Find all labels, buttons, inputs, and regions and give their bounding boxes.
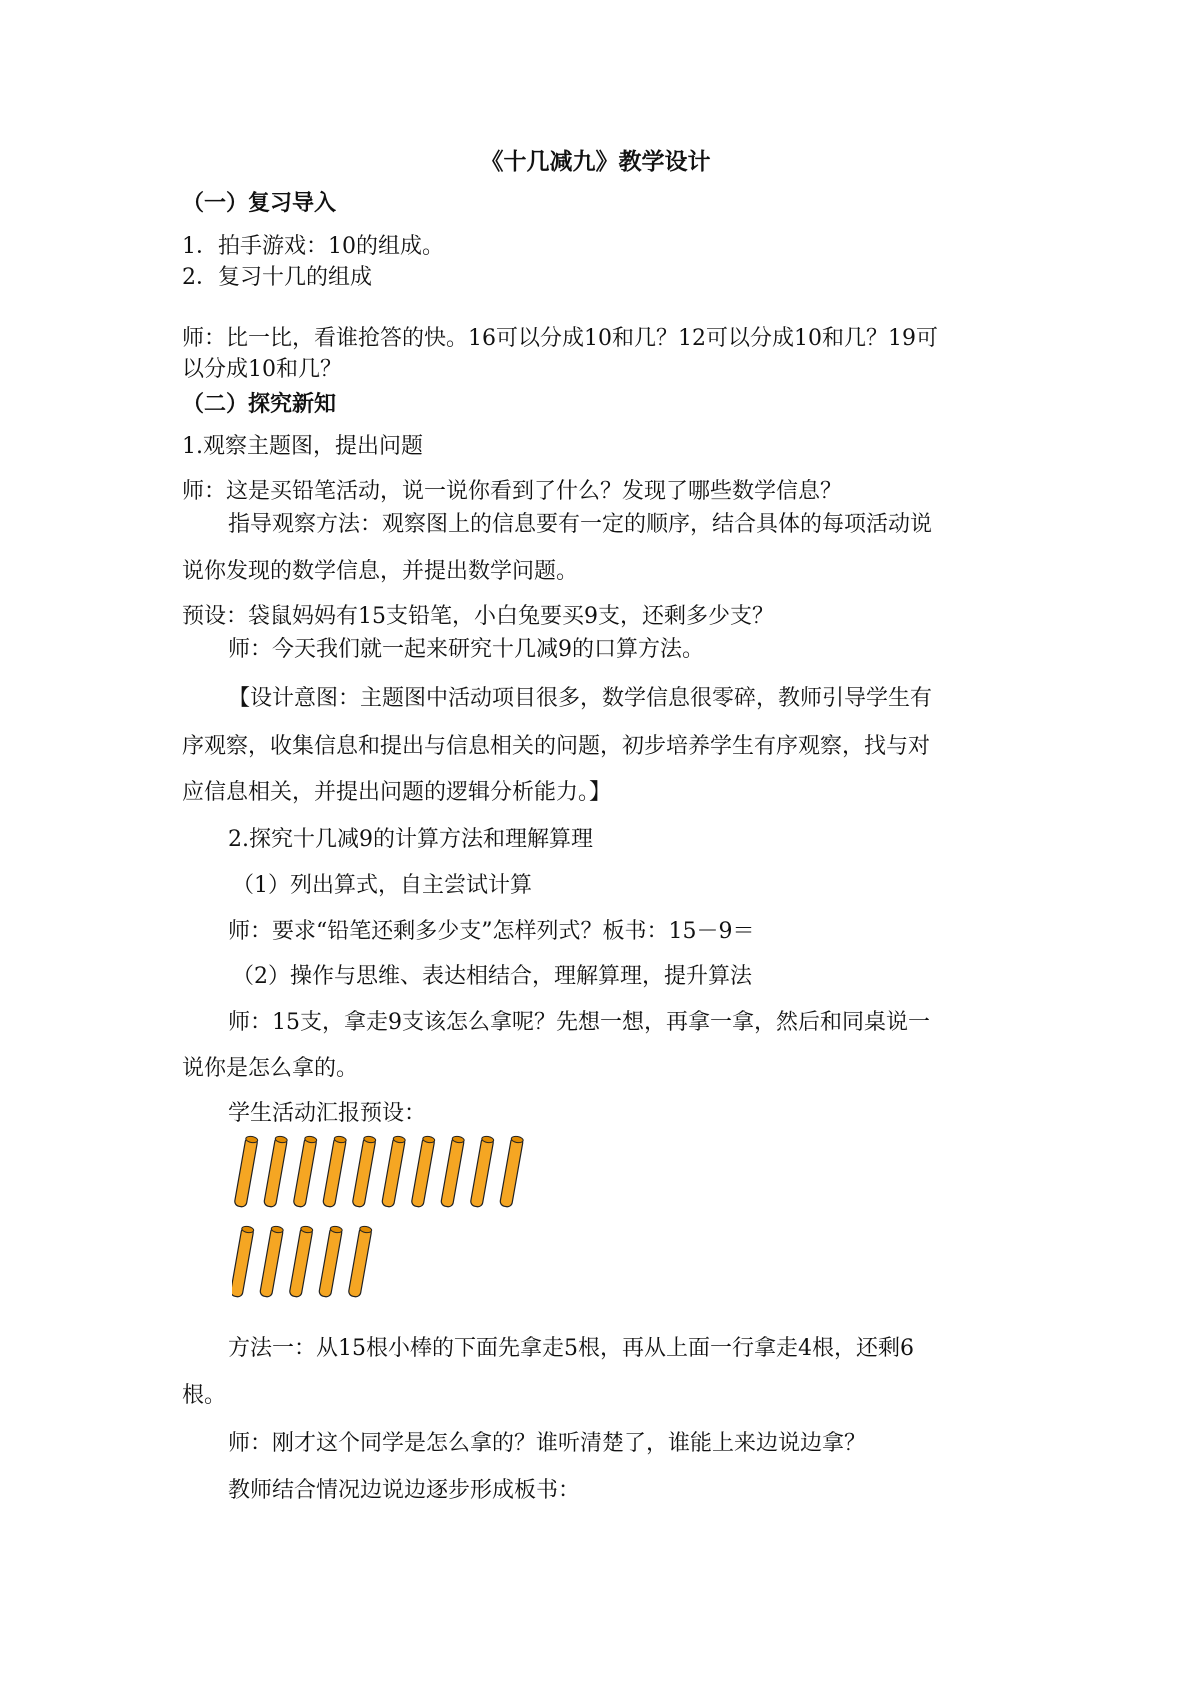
- s2-today-line: 师：今天我们就一起来研究十几减9的口算方法。: [228, 637, 704, 662]
- s2-item-2: 2.探究十几减9的计算方法和理解算理: [228, 827, 593, 852]
- counting-stick: [470, 1136, 494, 1208]
- s1-teacher-line-1: 师：比一比，看谁抢答的快。16可以分成10和几？12可以分成10和几？19可: [182, 326, 938, 351]
- s2-guide-line-1: 指导观察方法：观察图上的信息要有一定的顺序，结合具体的每项活动说: [228, 512, 933, 537]
- s2-preset-line: 预设：袋鼠妈妈有15支铅笔，小白兔要买9支，还剩多少支？: [182, 604, 774, 629]
- s2-who-line: 师：刚才这个同学是怎么拿的？谁听清楚了，谁能上来边说边拿？: [228, 1431, 867, 1456]
- s1-item-1: 1．拍手游戏：10的组成。: [182, 234, 444, 259]
- s2-sub-1: （1）列出算式，自主尝试计算: [232, 873, 532, 898]
- counting-stick: [293, 1136, 317, 1208]
- section-1-heading: （一）复习导入: [182, 190, 337, 216]
- counting-stick: [289, 1226, 313, 1298]
- counting-stick: [264, 1136, 288, 1208]
- s1-teacher-line-2: 以分成10和几？: [182, 357, 342, 382]
- document-title: 《十几减九》教学设计: [480, 148, 711, 175]
- counting-stick: [319, 1226, 343, 1298]
- s2-ask-line: 师：要求“铅笔还剩多少支”怎样列式？板书：15－9＝: [228, 919, 755, 944]
- counting-stick: [348, 1226, 372, 1298]
- counting-stick: [260, 1226, 284, 1298]
- counting-sticks-figure: [232, 1128, 552, 1304]
- s2-take-line-1: 师：15支，拿走9支该怎么拿呢？先想一想，再拿一拿，然后和同桌说一: [228, 1010, 930, 1035]
- counting-stick: [323, 1136, 347, 1208]
- s1-item-2: 2．复习十几的组成: [182, 265, 372, 290]
- s2-take-line-2: 说你是怎么拿的。: [182, 1056, 359, 1081]
- counting-stick: [411, 1136, 435, 1208]
- section-2-heading: （二）探究新知: [182, 391, 337, 417]
- s2-item-1: 1.观察主题图，提出问题: [182, 434, 423, 459]
- counting-stick: [441, 1136, 465, 1208]
- s2-report-line: 学生活动汇报预设：: [228, 1101, 427, 1126]
- s2-teacher-line: 师：这是买铅笔活动，说一说你看到了什么？发现了哪些数学信息？: [182, 479, 843, 504]
- method-1-line-2: 根。: [182, 1383, 227, 1408]
- counting-stick: [352, 1136, 376, 1208]
- counting-stick: [382, 1136, 406, 1208]
- s2-intent-line-3: 应信息相关，并提出问题的逻辑分析能力。】: [182, 780, 612, 805]
- method-1-line-1: 方法一：从15根小棒的下面先拿走5根，再从上面一行拿走4根，还剩6: [228, 1336, 914, 1361]
- counting-stick: [232, 1226, 254, 1298]
- s2-intent-line-1: 【设计意图：主题图中活动项目很多，数学信息很零碎，教师引导学生有: [228, 686, 933, 711]
- counting-stick: [234, 1136, 258, 1208]
- s2-sub-2: （2）操作与思维、表达相结合，理解算理，提升算法: [232, 964, 752, 989]
- s2-intent-line-2: 序观察，收集信息和提出与信息相关的问题，初步培养学生有序观察，找与对: [182, 734, 931, 759]
- s2-guide-line-2: 说你发现的数学信息，并提出数学问题。: [182, 559, 579, 584]
- counting-stick: [500, 1136, 524, 1208]
- s2-board-line: 教师结合情况边说边逐步形成板书：: [228, 1478, 581, 1503]
